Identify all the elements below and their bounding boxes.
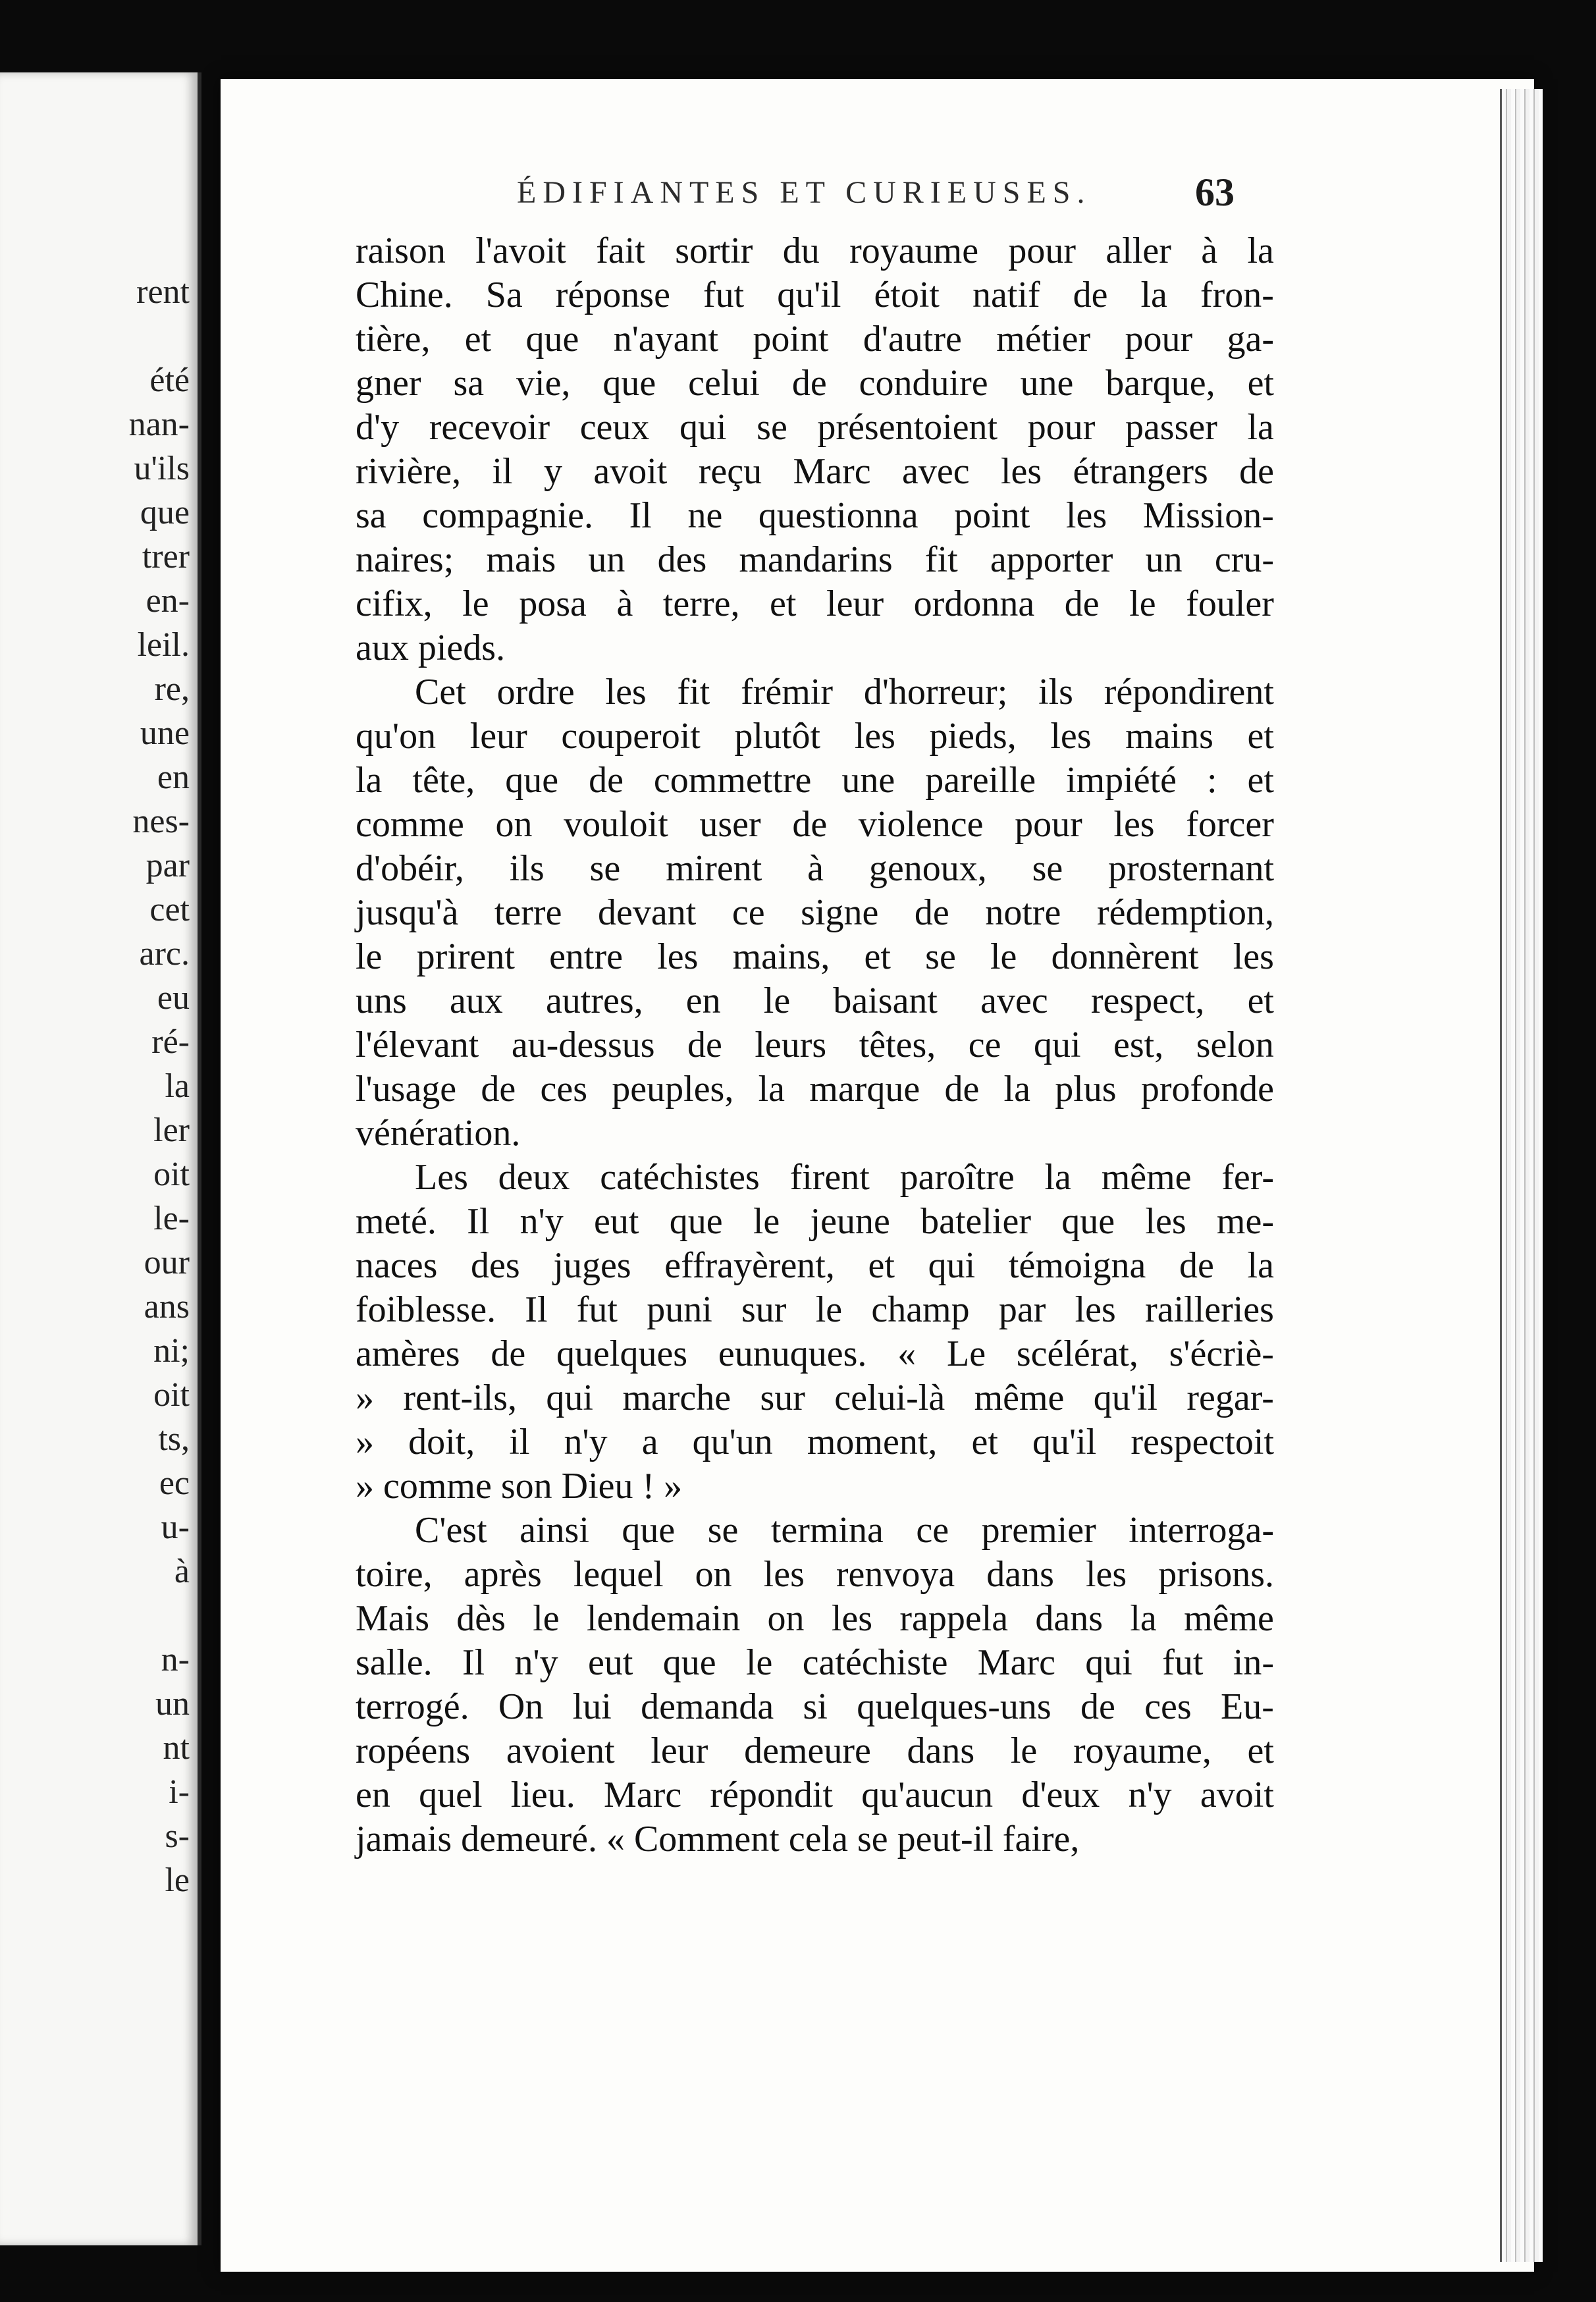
left-page-fragment: en- bbox=[146, 582, 190, 620]
text-line: uns aux autres, en le baisant avec respect, et bbox=[356, 980, 1274, 1021]
text-line: la tête, que de commettre une pareille impiété : et bbox=[356, 760, 1274, 801]
text-line: naires; mais un des mandarins fit apporter un cru- bbox=[356, 539, 1274, 580]
left-page-fragment: u- bbox=[161, 1509, 190, 1546]
page-number: 63 bbox=[1195, 171, 1235, 214]
left-page-fragment: la bbox=[165, 1067, 190, 1105]
text-line: gner sa vie, que celui de conduire une barque, et bbox=[356, 363, 1274, 404]
left-page-fragment: s- bbox=[165, 1817, 190, 1855]
text-line: comme on vouloit user de violence pour les forcer bbox=[356, 804, 1274, 845]
text-line: d'y recevoir ceux qui se présentoient pour passer la bbox=[356, 407, 1274, 448]
left-page-edge bbox=[0, 72, 201, 2245]
left-page-fragment: eu bbox=[157, 979, 190, 1017]
left-page-fragment: nan- bbox=[128, 406, 190, 443]
left-page-fragment: trer bbox=[142, 538, 190, 576]
left-page-fragment: le- bbox=[153, 1200, 190, 1237]
text-line: l'usage de ces peuples, la marque de la plus profonde bbox=[356, 1069, 1274, 1110]
text-line: Cet ordre les fit frémir d'horreur; ils répondirent bbox=[415, 672, 1274, 712]
left-page-fragment: le bbox=[165, 1861, 190, 1899]
text-line: Mais dès le lendemain on les rappela dans la même bbox=[356, 1598, 1274, 1639]
left-page-fragment: été bbox=[149, 361, 190, 399]
text-line: jamais demeuré. « Comment cela se peut-il faire, bbox=[356, 1819, 1080, 1860]
left-page-fragment: ni; bbox=[153, 1332, 190, 1370]
text-line: rivière, il y avoit reçu Marc avec les étrangers de bbox=[356, 451, 1274, 492]
left-page-fragment: arc. bbox=[139, 935, 190, 973]
left-page-fragment: à bbox=[174, 1553, 190, 1590]
left-page-fragment bbox=[0, 1593, 190, 1638]
text-line: cifix, le posa à terre, et leur ordonna de le fouler bbox=[356, 583, 1274, 624]
text-line: naces des juges effrayèrent, et qui témoigna de la bbox=[356, 1245, 1274, 1286]
left-page-fragment: ts, bbox=[158, 1420, 190, 1458]
body-text bbox=[356, 229, 1274, 1861]
text-line: aux pieds. bbox=[356, 628, 506, 668]
left-page-fragment: oit bbox=[153, 1156, 190, 1193]
text-line: meté. Il n'y eut que le jeune batelier que les me- bbox=[356, 1201, 1274, 1242]
text-line: en quel lieu. Marc répondit qu'aucun d'eux n'y avoit bbox=[356, 1775, 1274, 1815]
left-page-fragment: i- bbox=[169, 1773, 190, 1811]
left-page-fragment: oit bbox=[153, 1376, 190, 1414]
text-line: jusqu'à terre devant ce signe de notre rédemption, bbox=[356, 892, 1274, 933]
text-line: » comme son Dieu ! » bbox=[356, 1466, 683, 1507]
left-page-fragment: par bbox=[146, 847, 190, 884]
text-line: » doit, il n'y a qu'un moment, et qu'il respectoit bbox=[356, 1422, 1274, 1462]
text-line: amères de quelques eunuques. « Le scélérat, s'écriè- bbox=[356, 1333, 1274, 1374]
left-page-text-fragments bbox=[0, 270, 190, 1902]
text-line: l'élevant au-dessus de leurs têtes, ce qui est, selon bbox=[356, 1025, 1274, 1065]
text-line: Chine. Sa réponse fut qu'il étoit natif de la fron- bbox=[356, 275, 1274, 315]
text-line: C'est ainsi que se termina ce premier interroga- bbox=[415, 1510, 1274, 1551]
left-page-fragment: re, bbox=[154, 670, 190, 708]
left-page-fragment: u'ils bbox=[134, 450, 190, 487]
left-page-fragment: ré- bbox=[151, 1023, 190, 1061]
text-line: d'obéir, ils se mirent à genoux, se prosternant bbox=[356, 848, 1274, 889]
text-line: foiblesse. Il fut puni sur le champ par les railleries bbox=[356, 1289, 1274, 1330]
text-line: terrogé. On lui demanda si quelques-uns de ces Eu- bbox=[356, 1686, 1274, 1727]
left-page-fragment: nt bbox=[163, 1729, 190, 1767]
left-page-fragment: nes- bbox=[132, 803, 190, 840]
left-page-fragment: rent bbox=[136, 273, 190, 311]
left-page-fragment: ler bbox=[153, 1111, 190, 1149]
left-page-fragment: ec bbox=[159, 1464, 190, 1502]
left-page-fragment: cet bbox=[149, 891, 190, 928]
text-line: vénération. bbox=[356, 1113, 521, 1154]
text-line: ropéens avoient leur demeure dans le royaume, et bbox=[356, 1730, 1274, 1771]
left-page-fragment: ans bbox=[144, 1288, 190, 1325]
left-page-fragment bbox=[0, 314, 190, 358]
text-line: tière, et que n'ayant point d'autre métier pour ga- bbox=[356, 319, 1274, 360]
left-page-fragment: our bbox=[144, 1244, 190, 1281]
left-page-fragment: leil. bbox=[137, 626, 190, 664]
text-line: le prirent entre les mains, et se le donnèrent les bbox=[356, 936, 1274, 977]
left-page-fragment: en bbox=[157, 759, 190, 796]
text-line: » rent-ils, qui marche sur celui-là même qu'il regar- bbox=[356, 1378, 1274, 1418]
left-page-fragment: une bbox=[140, 714, 190, 752]
text-line: salle. Il n'y eut que le catéchiste Marc qui fut in- bbox=[356, 1642, 1274, 1683]
text-line: toire, après lequel on les renvoya dans les prisons. bbox=[356, 1554, 1274, 1595]
running-header: ÉDIFIANTES ET CURIEUSES. bbox=[517, 175, 1092, 210]
left-page-fragment: que bbox=[140, 494, 190, 531]
text-line: qu'on leur couperoit plutôt les pieds, les mains et bbox=[356, 716, 1274, 757]
text-line: raison l'avoit fait sortir du royaume pour aller à la bbox=[356, 230, 1274, 271]
text-line: Les deux catéchistes firent paroître la même fer- bbox=[415, 1157, 1274, 1198]
left-page-fragment: un bbox=[155, 1685, 190, 1723]
page-edges bbox=[1500, 89, 1543, 2262]
left-page-fragment: n- bbox=[161, 1641, 190, 1678]
text-line: sa compagnie. Il ne questionna point les Mission- bbox=[356, 495, 1274, 536]
